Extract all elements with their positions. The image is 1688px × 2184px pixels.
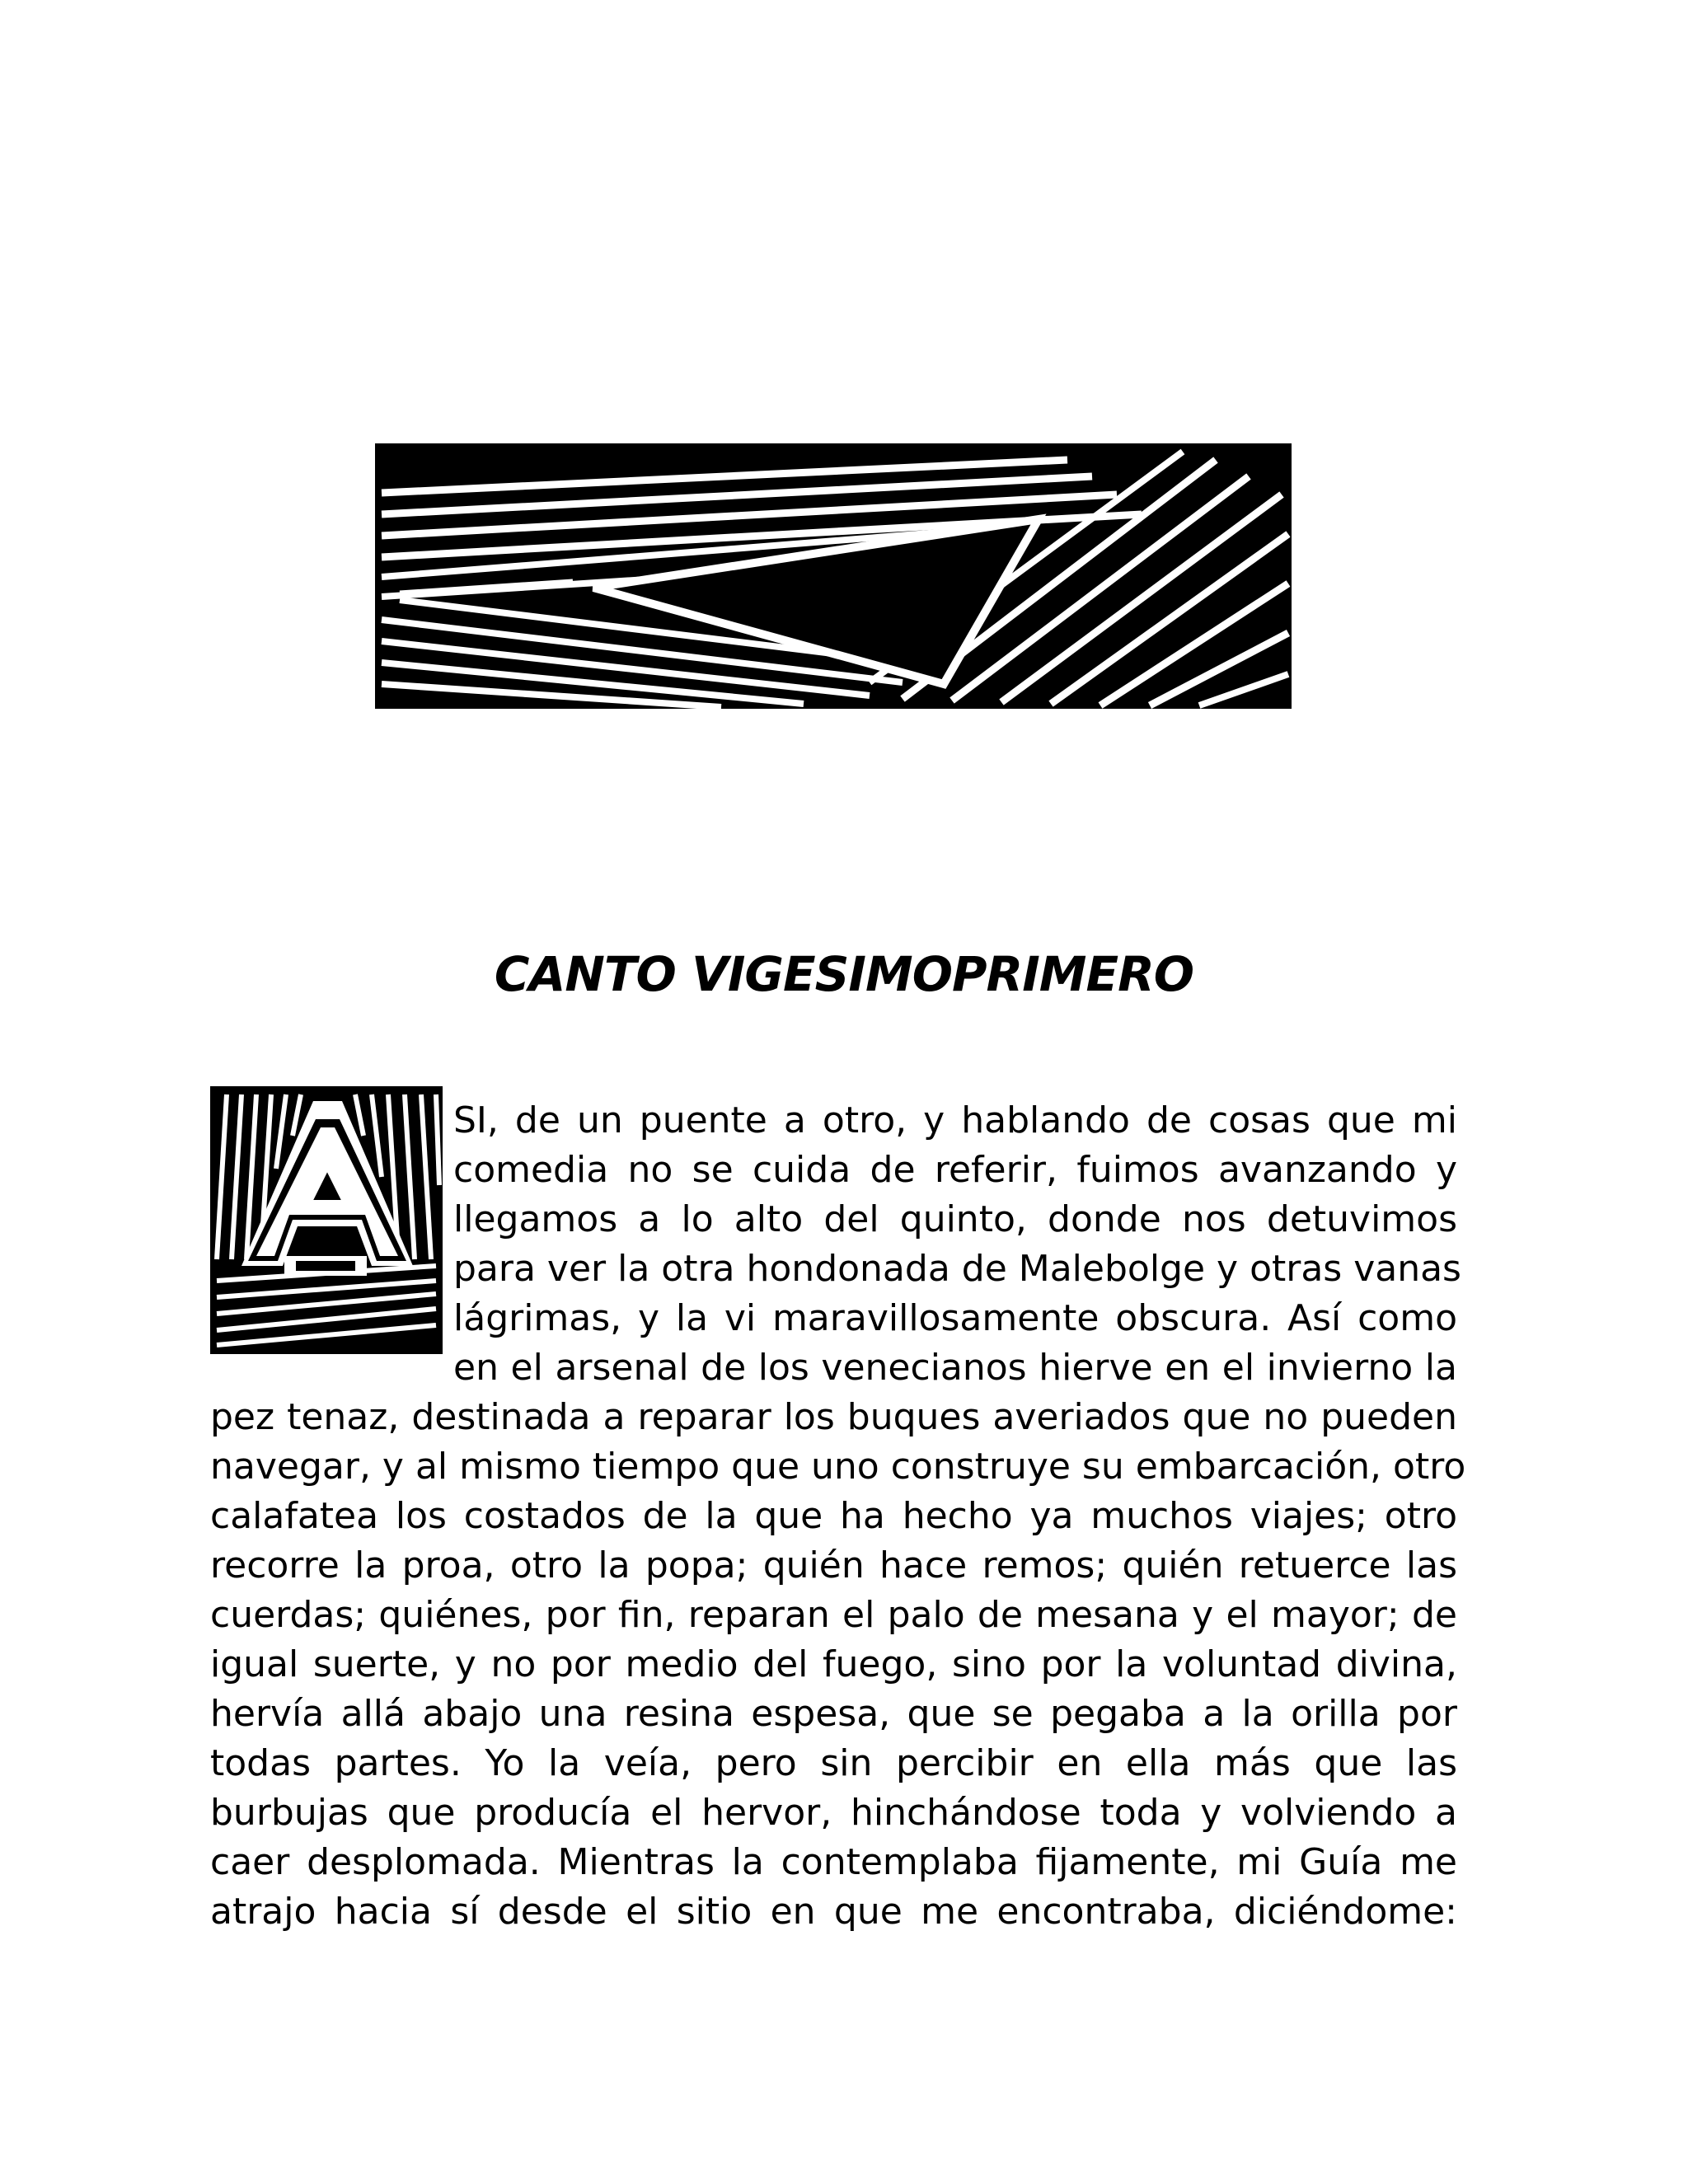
- body-line: hervía allá abajo una resina espesa, que se pegaba a la orilla por: [210, 1693, 1457, 1735]
- body-line: atrajo hacia sí desde el sitio en que me encontraba, diciéndome:: [210, 1891, 1457, 1933]
- body-line: lágrimas, y la vi maravillosamente obscura. Así como: [453, 1297, 1457, 1339]
- body-line: recorre la proa, otro la popa; quién hace remos; quién retuerce las: [210, 1544, 1457, 1586]
- body-line: llegamos a lo alto del quinto, donde nos detuvimos: [453, 1198, 1457, 1240]
- body-line: caer desplomada. Mientras la contemplaba fijamente, mi Guía me: [210, 1841, 1457, 1883]
- woodcut-headpiece-icon: [375, 443, 1292, 709]
- body-line: pez tenaz, destinada a reparar los buques averiados que no pueden: [210, 1396, 1457, 1438]
- drop-cap-initial-icon: [210, 1086, 443, 1354]
- body-line: cuerdas; quiénes, por fin, reparan el palo de mesana y el mayor; de: [210, 1594, 1457, 1636]
- body-line: para ver la otra hondonada de Malebolge y otras vanas: [453, 1248, 1461, 1290]
- drop-cap-letter: A: [326, 1086, 327, 1087]
- body-line: igual suerte, y no por medio del fuego, sino por la voluntad divina,: [210, 1643, 1457, 1685]
- body-line: burbujas que producía el hervor, hinchándose toda y volviendo a: [210, 1792, 1457, 1834]
- body-line: calafatea los costados de la que ha hecho ya muchos viajes; otro: [210, 1495, 1457, 1537]
- body-line: todas partes. Yo la veía, pero sin percibir en ella más que las: [210, 1742, 1457, 1784]
- body-line: en el arsenal de los venecianos hierve en el invierno la: [453, 1347, 1457, 1389]
- chapter-title: CANTO VIGESIMOPRIMERO: [494, 946, 1194, 1002]
- body-line: navegar, y al mismo tiempo que uno construye su embarcación, otro: [210, 1446, 1466, 1488]
- body-line: SI, de un puente a otro, y hablando de cosas que mi: [453, 1099, 1457, 1141]
- body-line: comedia no se cuida de referir, fuimos avanzando y: [453, 1149, 1457, 1191]
